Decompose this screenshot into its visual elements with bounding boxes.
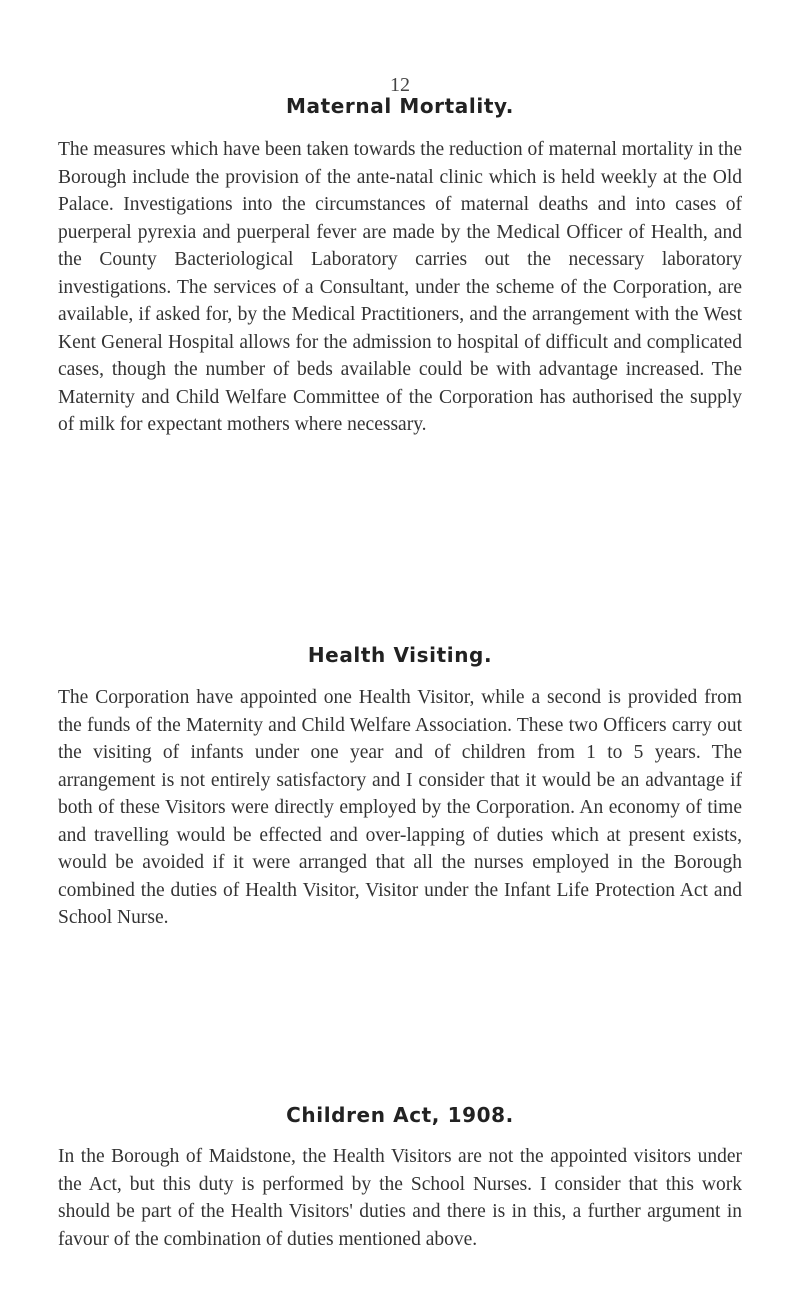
heading-children-act: Children Act, 1908. — [286, 1103, 514, 1127]
paragraph-children-act: In the Borough of Maidstone, the Health Visitors are not the appointed visitors under the Act, but this duty is performed by the School Nurses. I consider that this work should be part of the Health Visitors' duties and there is in this, a further argument in favour of the combination of duties mentioned above. — [58, 1146, 742, 1250]
paragraph-health-visiting: The Corporation have appointed one Health Visitor, while a second is provided from the funds of the Maternity and Child Welfare Association. These two Officers carry out the visiting of infants under one year and of children from 1 to 5 years. The arrangement is not entirely satisfactory and I consider that it would be an advantage if both of these Visitors were directly employed by the Corporation. An economy of time and travelling would be effected and over-lapping of duties which at present exists, would be avoided if it were arranged that all the nurses employed in the Borough combined the duties of Health Visitor, Visitor under the Infant Life Protection Act and School Nurse. — [58, 687, 742, 928]
heading-maternal-mortality: Maternal Mortality. — [286, 94, 514, 118]
heading-health-visiting: Health Visiting. — [307, 643, 493, 667]
paragraph-maternal-mortality: The measures which have been taken towards the reduction of maternal mortality in the Borough include the provision of the ante-natal clinic which is held weekly at the Old Palace. Investigations into the circumstances of maternal deaths and into cases of puerperal pyrexia and puerperal fever are made by the Medical Officer of Health, and the County Bacteriological Laboratory carries out the necessary laboratory investigations. The services of a Consultant, under the scheme of the Corporation, are available, if asked for, by the Medical Practitioners, and the arrangement with the West Kent General Hospital allows for the admission to hospital of difficult and complicated cases, though the number of beds available could be with advantage increased. The Maternity and Child Welfare Committee of the Corporation has authorised the supply of milk for expectant mothers where necessary. — [58, 139, 742, 435]
page-number: 12 — [390, 74, 410, 96]
